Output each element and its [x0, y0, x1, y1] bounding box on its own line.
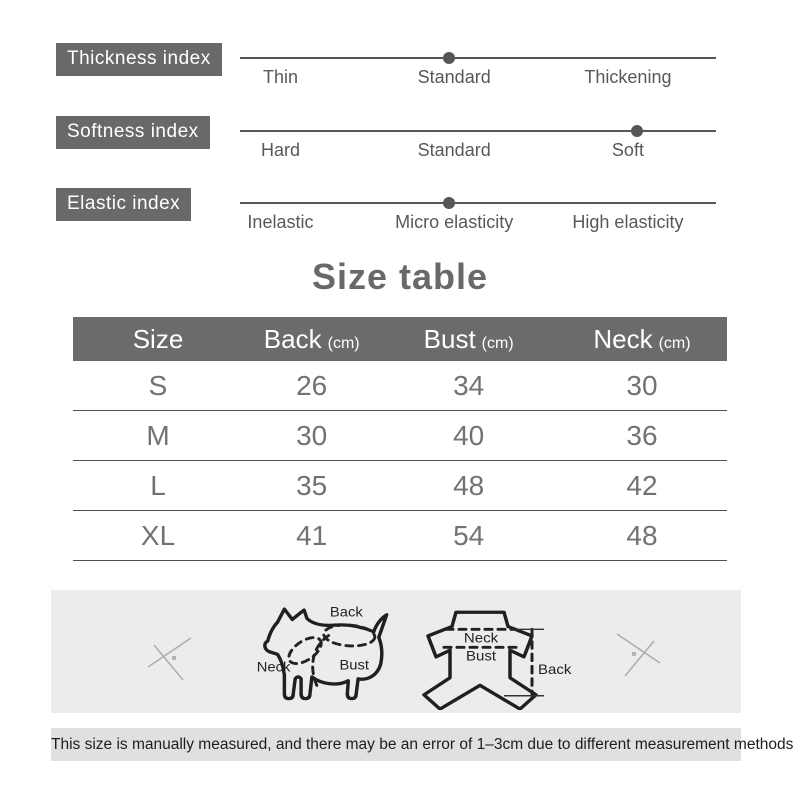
- cell-back: 41: [296, 519, 328, 551]
- table-row: [73, 411, 727, 461]
- elastic-slider: [240, 188, 716, 248]
- col-header-size-label: Size: [132, 323, 184, 354]
- measurement-disclaimer: This size is manually measured, and there may be an error of 1–3cm due to different measurement methods: [51, 728, 741, 761]
- elastic-slider-track: [240, 202, 716, 204]
- cell-bust: 34: [453, 369, 485, 401]
- cell-size: M: [146, 419, 170, 451]
- dog-back-measure-line: [323, 623, 376, 647]
- thickness-option-thin: Thin: [262, 67, 298, 87]
- thickness-slider-dot: [443, 52, 455, 64]
- dog-bust-label: Bust: [339, 657, 369, 674]
- cell-size: L: [150, 469, 166, 501]
- table-row: [73, 461, 727, 511]
- softness-slider-dot: [631, 125, 643, 137]
- thickness-index-row: [0, 43, 800, 113]
- dog-back-label: Back: [329, 604, 363, 621]
- garment-bust-label: Bust: [466, 648, 496, 665]
- elastic-slider-dot: [443, 197, 455, 209]
- size-table: [73, 317, 727, 561]
- thickness-option-standard: Standard: [417, 67, 491, 87]
- elastic-option-high: High elasticity: [572, 212, 684, 232]
- elastic-option-micro: Micro elasticity: [395, 212, 514, 232]
- softness-slider: [240, 116, 716, 176]
- col-header-neck-label: Neck: [593, 323, 653, 354]
- measurement-diagram-panel: [51, 590, 741, 713]
- size-table-title: Size table: [311, 256, 489, 297]
- dog-neck-label: Neck: [256, 659, 291, 676]
- dog-neck-measure-line: [284, 632, 326, 668]
- table-row: [73, 361, 727, 411]
- col-header-bust-label: Bust: [423, 323, 476, 354]
- cell-back: 26: [296, 369, 328, 401]
- garment-measurement-diagram: [420, 598, 585, 710]
- col-header-back-label: Back: [263, 323, 322, 354]
- elastic-index-label: Elastic index: [56, 188, 191, 221]
- dog-outline: [265, 609, 387, 699]
- garment-neck-label: Neck: [463, 630, 499, 647]
- col-header-bust: [380, 324, 557, 355]
- cell-bust: 40: [453, 419, 485, 451]
- dog-bust-measure-line: [313, 635, 329, 685]
- softness-option-standard: Standard: [417, 140, 491, 160]
- cell-bust: 48: [453, 469, 485, 501]
- softness-options: [240, 140, 716, 166]
- cell-neck: 42: [626, 469, 658, 501]
- softness-option-hard: Hard: [260, 140, 300, 160]
- cell-bust: 54: [453, 519, 485, 551]
- softness-slider-track: [240, 130, 716, 132]
- col-header-neck-unit: (cm): [658, 334, 691, 352]
- thickness-index-label: Thickness index: [56, 43, 222, 76]
- cell-neck: 48: [626, 519, 658, 551]
- cell-neck: 30: [626, 369, 658, 401]
- col-header-size: [73, 324, 243, 355]
- col-header-back: [243, 324, 380, 355]
- cell-size: S: [148, 369, 168, 401]
- sparkle-icon: [613, 626, 665, 678]
- thickness-slider: [240, 43, 716, 103]
- softness-index-row: [0, 116, 800, 186]
- garment-back-label: Back: [538, 662, 572, 678]
- cell-size: XL: [140, 519, 176, 551]
- dog-measurement-diagram: [248, 594, 425, 709]
- col-header-bust-unit: (cm): [481, 334, 514, 352]
- elastic-options: [240, 212, 716, 238]
- cell-back: 35: [296, 469, 328, 501]
- softness-index-label: Softness index: [56, 116, 210, 149]
- thickness-options: [240, 67, 716, 93]
- sparkle-icon: [143, 630, 195, 682]
- thickness-option-thickening: Thickening: [584, 67, 672, 87]
- cell-back: 30: [296, 419, 328, 451]
- col-header-back-unit: (cm): [327, 334, 360, 352]
- elastic-option-inelastic: Inelastic: [247, 212, 314, 232]
- elastic-index-row: [0, 188, 800, 258]
- softness-option-soft: Soft: [611, 140, 644, 160]
- table-row: [73, 511, 727, 561]
- size-table-header: [73, 317, 727, 361]
- thickness-slider-track: [240, 57, 716, 59]
- col-header-neck: [557, 324, 727, 355]
- cell-neck: 36: [626, 419, 658, 451]
